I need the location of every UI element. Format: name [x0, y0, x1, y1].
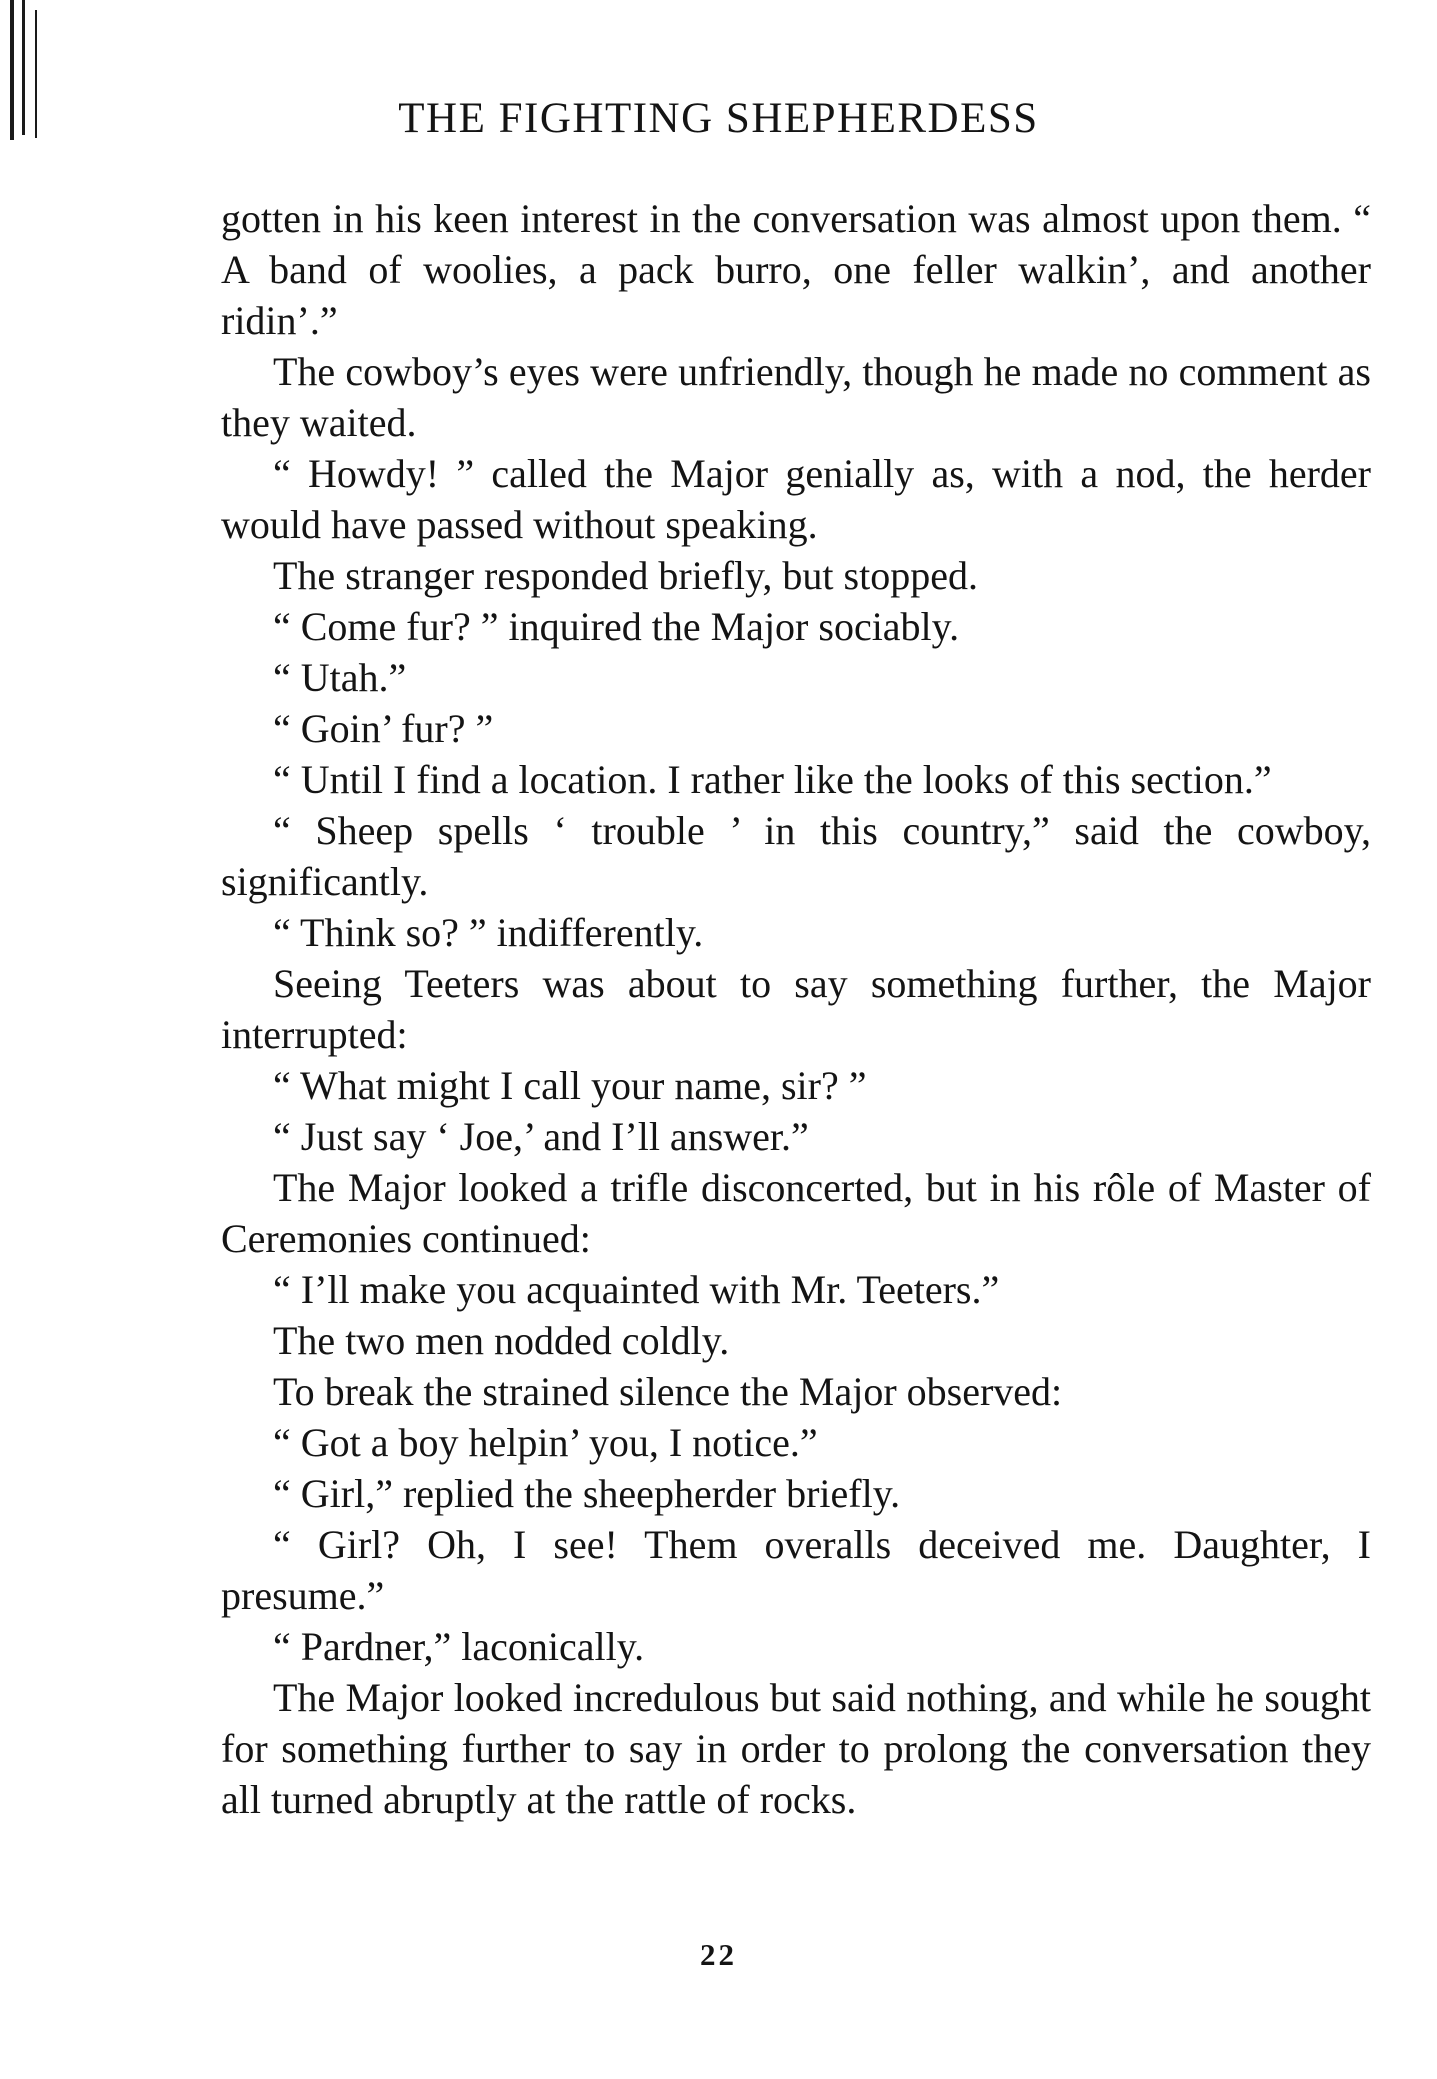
paragraph: To break the strained silence the Major observed:: [273, 1369, 1063, 1414]
paragraph: “ I’ll make you acquainted with Mr. Teeters.”: [273, 1267, 1000, 1312]
paragraph: “ Utah.”: [273, 655, 407, 700]
paragraph: The cowboy’s eyes were unfriendly, though he made no comment as they waited.: [221, 349, 1371, 445]
paragraph: “ Come fur? ” inquired the Major sociably.: [273, 604, 960, 649]
paragraph: Seeing Teeters was about to say something further, the Major interrupted:: [221, 961, 1371, 1057]
body-text: [221, 193, 1371, 1825]
paragraph: “ Goin’ fur? ”: [273, 706, 494, 751]
paragraph: The Major looked incredulous but said nothing, and while he sought for something further to say in order to prolong the conversation they all turned abruptly at the rattle of rocks.: [221, 1675, 1371, 1822]
paragraph: “ Girl,” replied the sheepherder briefly.: [273, 1471, 901, 1516]
paragraph: gotten in his keen interest in the conversation was almost upon them. “ A band of woolies, a pack burro, one feller walkin’, and another ridin’.”: [221, 196, 1371, 343]
paragraph: “ Got a boy helpin’ you, I notice.”: [273, 1420, 818, 1465]
page-number: 22: [700, 1937, 737, 1972]
paragraph: “ What might I call your name, sir? ”: [273, 1063, 867, 1108]
paragraph: “ Pardner,” laconically.: [273, 1624, 645, 1669]
paragraph: “ Think so? ” indifferently.: [273, 910, 704, 955]
paragraph: “ Until I find a location. I rather like the looks of this section.”: [273, 757, 1272, 802]
paragraph: The two men nodded coldly.: [273, 1318, 730, 1363]
paragraph: “ Howdy! ” called the Major genially as, with a nod, the herder would have passed without speaking.: [221, 451, 1371, 547]
running-header: THE FIGHTING SHEPHERDESS: [398, 95, 1039, 142]
paragraph: “ Sheep spells ‘ trouble ’ in this country,” said the cowboy, significantly.: [221, 808, 1371, 904]
paragraph: The stranger responded briefly, but stopped.: [273, 553, 978, 598]
paragraph: “ Just say ‘ Joe,’ and I’ll answer.”: [273, 1114, 809, 1159]
paragraph: The Major looked a trifle disconcerted, but in his rôle of Master of Ceremonies continued:: [221, 1165, 1371, 1261]
paragraph: “ Girl? Oh, I see! Them overalls deceived me. Daughter, I presume.”: [221, 1522, 1371, 1618]
